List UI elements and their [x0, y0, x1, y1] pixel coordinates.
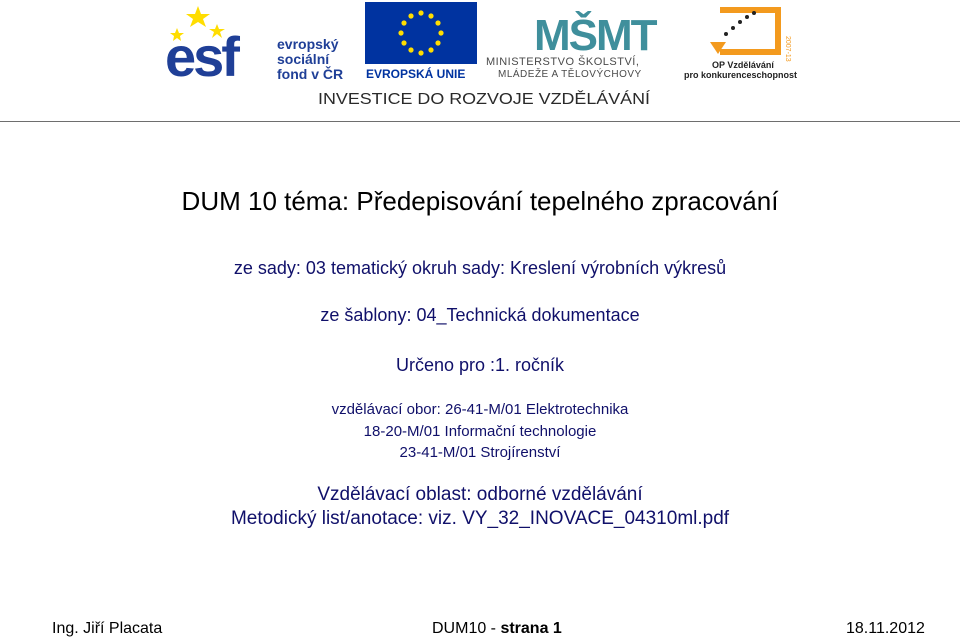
op-line1: OP Vzdělávání	[712, 60, 774, 70]
esf-line1: evropský	[277, 36, 339, 52]
esf-logo	[165, 2, 355, 80]
footer-page-number: strana 1	[500, 620, 562, 637]
msmt-letters: MŠMT	[534, 11, 656, 60]
footer-date: 18.11.2012	[846, 620, 925, 637]
msmt-line2: MLÁDEŽE A TĚLOVÝCHOVY	[498, 69, 642, 80]
esf-letters: esf	[165, 25, 237, 80]
eu-label: EVROPSKÁ UNIE	[366, 67, 466, 80]
msmt-logo	[484, 2, 680, 80]
op-bracket-icon	[720, 10, 778, 52]
sada-line: ze sady: 03 tematický okruh sady: Kreslení výrobních výkresů	[233, 258, 727, 278]
oblast-line: Vzdělávací oblast: odborné vzdělávání	[317, 484, 643, 505]
footer-page	[432, 620, 562, 638]
header-divider	[0, 121, 960, 122]
footer-author: Ing. Jiří Placata	[52, 620, 163, 637]
op-line2: pro konkurenceschopnost	[684, 70, 798, 80]
msmt-line1: MINISTERSTVO ŠKOLSTVÍ,	[486, 56, 640, 68]
sablona-line: ze šablony: 04_Technická dokumentace	[320, 305, 640, 325]
footer-dum: DUM10 -	[432, 620, 501, 637]
obor-line-1: vzdělávací obor: 26-41-M/01 Elektrotechnika	[331, 401, 629, 418]
esf-line2: sociální	[277, 51, 330, 67]
page-title: DUM 10 téma: Předepisování tepelného zpracování	[181, 186, 779, 216]
investice-banner	[318, 88, 653, 108]
header-logos	[0, 0, 960, 122]
esf-line3: fond v ČR	[277, 66, 344, 80]
investice-text: INVESTICE DO ROZVOJE VZDĚLÁVÁNÍ	[318, 91, 615, 108]
op-years: 2007-13	[784, 36, 791, 62]
eu-logo	[365, 2, 477, 80]
urceno-line: Určeno pro :1. ročník	[395, 355, 565, 375]
op-dots-icon	[724, 11, 756, 36]
op-logo	[682, 2, 810, 80]
obor-line-2: 18-20-M/01 Informační technologie	[363, 423, 597, 440]
metodicky-line: Metodický list/anotace: viz. VY_32_INOVACE_04310ml.pdf	[230, 508, 730, 529]
obor-line-3: 23-41-M/01 Strojírenství	[399, 444, 561, 461]
